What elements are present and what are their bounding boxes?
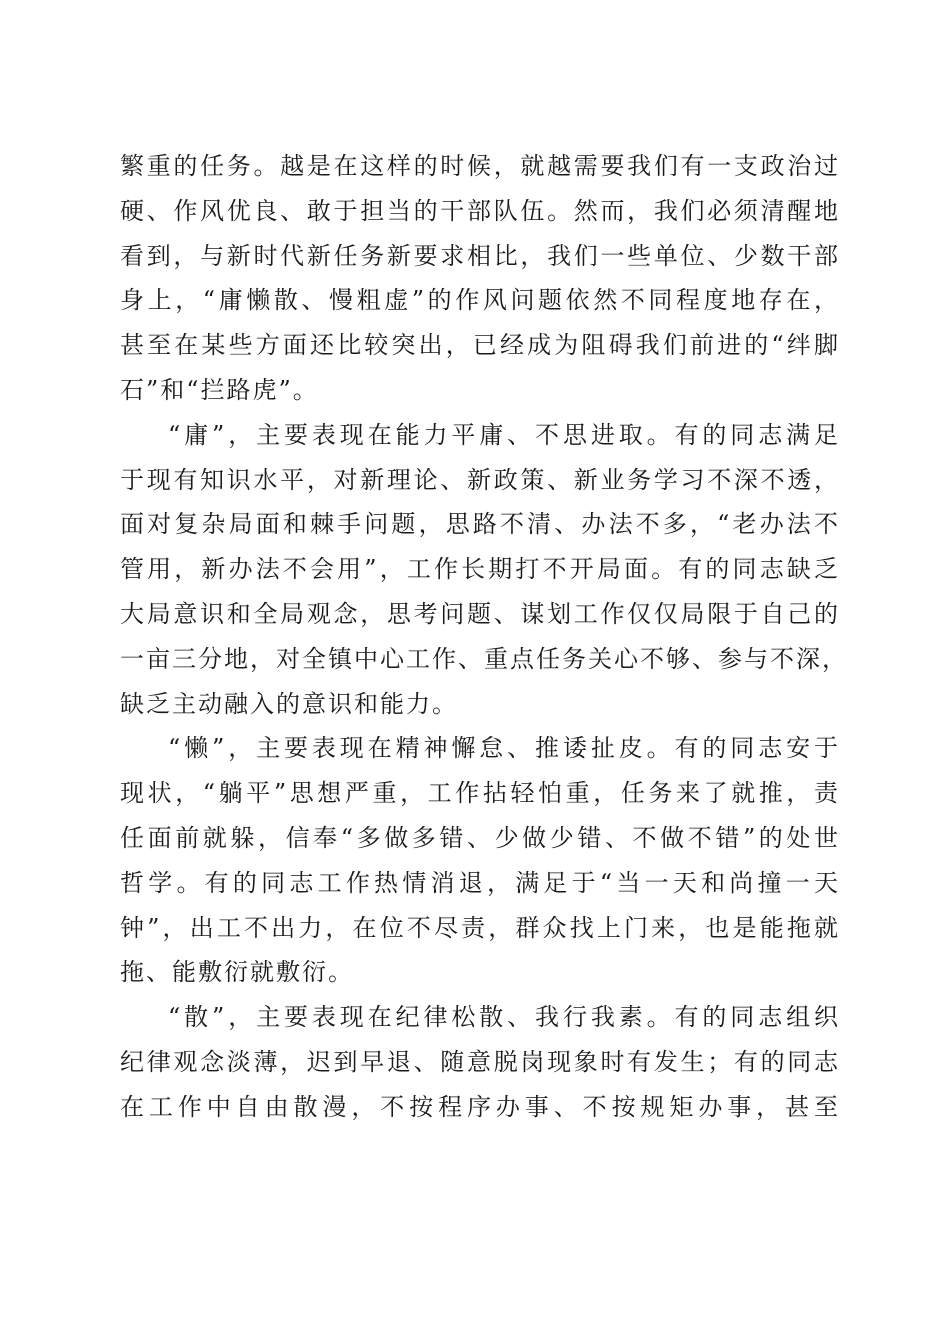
text-line: 于现有知识水平，对新理论、新政策、新业务学习不深不透， bbox=[120, 465, 840, 494]
text-line: 任面前就躲，信奉“多做多错、少做少错、不做不错”的处世 bbox=[120, 823, 840, 852]
document-body bbox=[120, 144, 848, 1130]
text-line: 在工作中自由散漫，不按程序办事、不按规矩办事，甚至 bbox=[120, 1092, 840, 1121]
text-line: 繁重的任务。越是在这样的时候，就越需要我们有一支政治过 bbox=[120, 152, 840, 180]
text-line: 面对复杂局面和棘手问题，思路不清、办法不多，“老办法不 bbox=[120, 510, 840, 539]
text-line: 一亩三分地，对全镇中心工作、重点任务关心不够、参与不深， bbox=[120, 644, 848, 673]
text-line: 硬、作风优良、敢于担当的干部队伍。然而，我们必须清醒地 bbox=[120, 196, 840, 225]
text-line: 管用，新办法不会用”，工作长期打不开局面。有的同志缺乏 bbox=[120, 555, 840, 584]
text-line: 钟”，出工不出力，在位不尽责，群众找上门来，也是能拖就 bbox=[120, 913, 840, 942]
text-line: 石”和“拦路虎”。 bbox=[120, 375, 319, 404]
paragraph-start-line: “散”，主要表现在纪律松散、我行我素。有的同志组织 bbox=[168, 1003, 840, 1032]
paragraph-start-line: “懒”，主要表现在精神懈怠、推诿扯皮。有的同志安于 bbox=[168, 734, 840, 763]
text-line: 拖、能敷衍就敷衍。 bbox=[120, 958, 354, 987]
paragraph-start-line: “庸”，主要表现在能力平庸、不思进取。有的同志满足 bbox=[168, 420, 840, 449]
text-line: 现状，“躺平”思想严重，工作拈轻怕重，任务来了就推，责 bbox=[120, 779, 840, 808]
text-line: 看到，与新时代新任务新要求相比，我们一些单位、少数干部 bbox=[120, 241, 840, 270]
text-line: 甚至在某些方面还比较突出，已经成为阻碍我们前进的“绊脚 bbox=[120, 331, 840, 360]
text-line: 纪律观念淡薄，迟到早退、随意脱岗现象时有发生；有的同志 bbox=[120, 1047, 840, 1076]
text-line: 身上，“庸懒散、慢粗虚”的作风问题依然不同程度地存在， bbox=[120, 286, 840, 315]
text-line: 缺乏主动融入的意识和能力。 bbox=[120, 689, 458, 718]
text-line: 大局意识和全局观念，思考问题、谋划工作仅仅局限于自己的 bbox=[120, 599, 840, 628]
text-line: 哲学。有的同志工作热情消退，满足于“当一天和尚撞一天 bbox=[120, 868, 840, 897]
